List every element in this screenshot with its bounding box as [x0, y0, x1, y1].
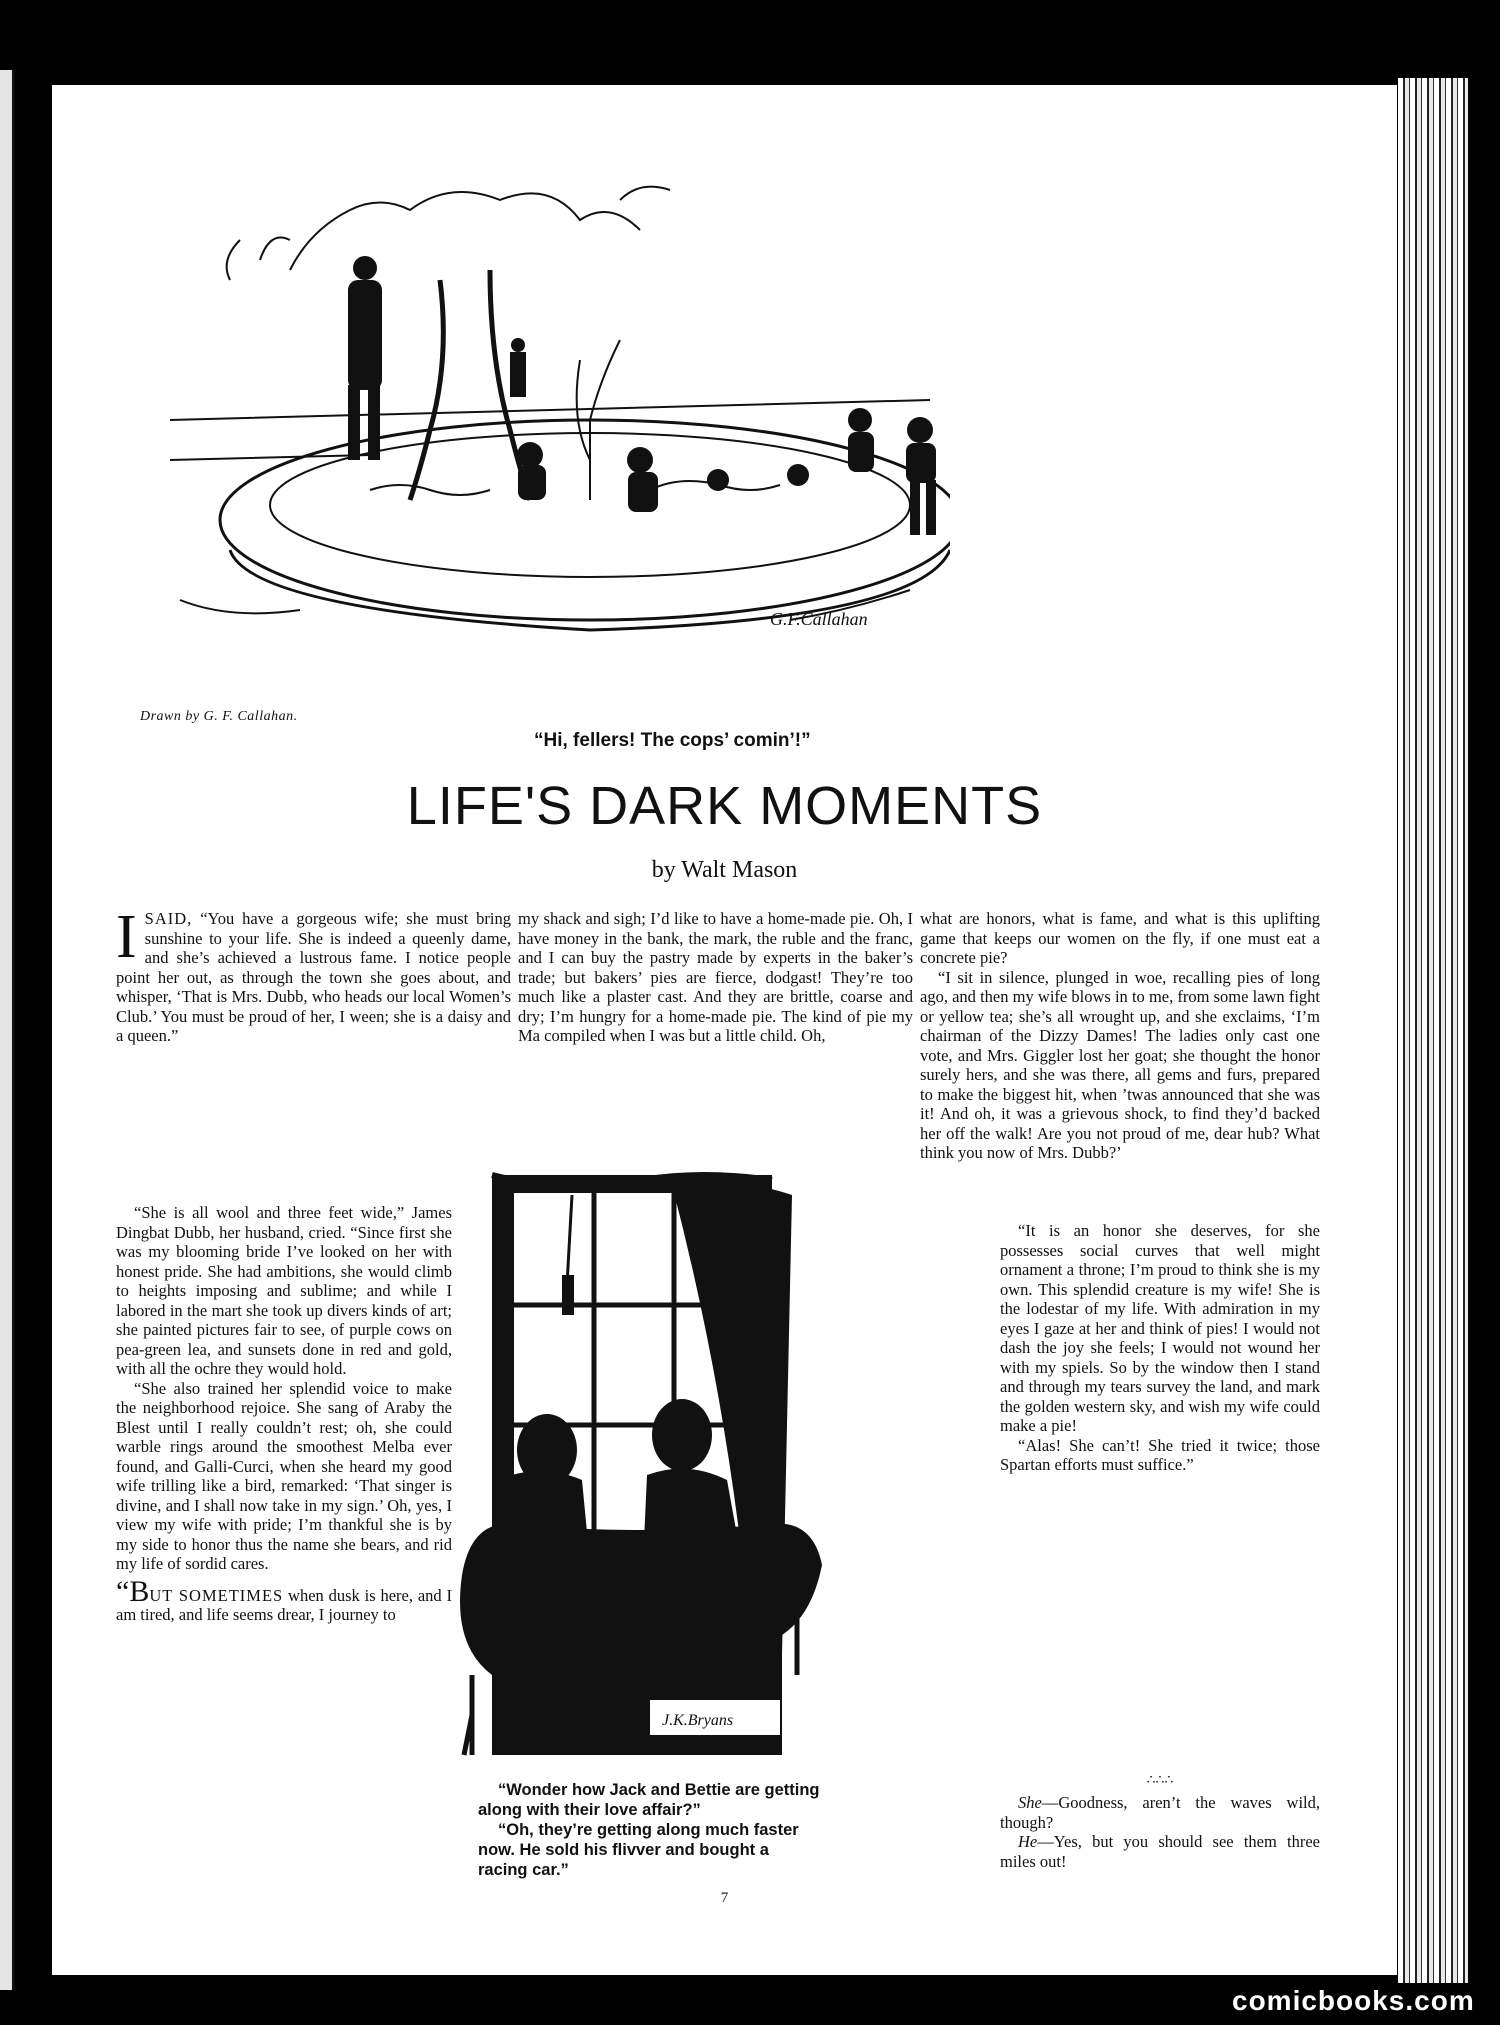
illustration-credit: Drawn by G. F. Callahan.	[140, 709, 298, 724]
joke-she-line: —Goodness, aren’t the waves wild, though?	[1000, 1793, 1320, 1832]
paragraph-col3-1: what are honors, what is fame, and what is this uplifting game that keeps our women on the fly, if one must eat a concrete pie?	[920, 909, 1320, 967]
paragraph-col3-2: “I sit in silence, plunged in woe, recalling pies of long ago, and then my wife blows in to me, from some lawn fight or yellow tea; she’s all wrought up, and she exclaims, ‘I’m chairman of the Dizzy Dames! The ladies only cast one vote, and Mrs. Giggler lost her goat; she thought the honor surely hers, and she was there, all gems and furs, prepared to make the biggest hit, when ’twas announced that she was it! And oh, it was a grievous shock, to find they’d backed her off the walk! Are you not proud of me, dear hub? What think you now of Mrs. Dubb?’	[920, 967, 1320, 1162]
silhouette-caption-line-1: “Wonder how Jack and Bettie are getting along with their love affair?”	[478, 1781, 820, 1819]
paragraph-1: “You have a gorgeous wife; she must bring sunshine to your life. She is indeed a queenly dame, and she’s achieved a lustrous fame. I notice people point her out, as through the town she goes about, and whisper, ‘That is Mrs. Dubb, who heads our local Women’s Club.’ You must be proud of her, I ween; she is a daisy and a queen.”	[116, 909, 511, 1045]
joke-block	[1000, 1793, 1320, 1871]
lead-in: SAID,	[144, 909, 193, 928]
article-column-1-bottom	[116, 1203, 452, 1768]
magazine-page	[52, 85, 1397, 1975]
paragraph-3: “She also trained her splendid voice to make the neighborhood rejoice. She sang of Araby the Blest until I really couldn’t rest; oh, she could warble rings around the smoothest Melba ever found, and Galli-Curci, when she heard my good wife trilling like a bird, remarked: ‘That singer is divine, and I shall now take in my sign.’ Oh, yes, I view my wife with pride; I’m thankful she is by my side to honor thus the name she bears, and rid my life of sordid cares.	[116, 1378, 452, 1573]
article-byline: by Walt Mason	[651, 857, 798, 883]
article-column-3-bottom	[1000, 1221, 1320, 1756]
article-column-3-top	[920, 909, 1320, 1219]
page-number: 7	[720, 1890, 729, 1906]
drop-cap: I	[116, 909, 137, 971]
lead-in-2: UT SOMETIMES	[149, 1585, 284, 1605]
article-title: LIFE'S DARK MOMENTS	[406, 776, 1043, 836]
illustration-caption: “Hi, fellers! The cops’ comin’!”	[534, 730, 811, 751]
section-stars: ∴∴∴	[1146, 1773, 1174, 1788]
silhouette-illustration	[452, 1115, 832, 1775]
paragraph-2: “She is all wool and three feet wide,” James Dingbat Dubb, her husband, cried. “Since first she was my blooming bride I’ve looked on her with honest pride. She had ambitions, she would climb to heights imposing and sublime; and while I labored in the mart she took up divers kinds of art; she painted pictures fair to see, of purple cows on pea-green lea, and sunsets done in red and gold, with all the ochre they would hold.	[116, 1203, 452, 1378]
paragraph-col2: my shack and sigh; I’d like to have a home-made pie. Oh, I have money in the bank, the mark, the ruble and the franc, and I can buy the pastry made by experts in the baker’s trade; but bakers’ pies are fierce, dodgast! They’re too much like a plaster cast. And they are brittle, coarse and dry; I’m hungry for a home-made pie. The kind of pie my Ma compiled when I was but a little child. Oh,	[518, 909, 913, 1045]
book-page-edges	[1398, 78, 1468, 1983]
silhouette-signature: J.K.Bryans	[662, 1712, 734, 1729]
facing-page-edge	[0, 70, 15, 1990]
paragraph-4: when dusk is here, and I am tired, and life seems drear, I journey to	[116, 1585, 452, 1624]
silhouette-caption	[478, 1780, 823, 1880]
paragraph-col3-4: “Alas! She can’t! She tried it twice; those Spartan efforts must suffice.”	[1000, 1435, 1320, 1474]
silhouette-caption-line-2: “Oh, they’re getting along much faster now. He sold his flivver and bought a racing car.”	[478, 1821, 799, 1879]
site-watermark: comicbooks.com	[1232, 1985, 1475, 2016]
fountain-illustration	[170, 160, 950, 680]
joke-he-label: He	[1018, 1832, 1038, 1851]
drop-cap-b: “B	[116, 1574, 150, 1608]
illustrator-signature: G.F.Callahan	[770, 609, 868, 629]
joke-she-label: She	[1018, 1793, 1042, 1812]
joke-he-line: —Yes, but you should see them three miles out!	[1000, 1832, 1320, 1871]
paragraph-col3-3: “It is an honor she deserves, for she possesses social curves that well might ornament a throne; I’m proud to think she is my own. This splendid creature is my wife! She is the lodestar of my life. With admiration in my eyes I gaze at her and think of pies! I would not dash the joy she feels; I would not wound her with my spiels. So by the window then I stand and through my tears survey the land, and mark the golden western sky, and wish my wife could make a pie!	[1000, 1221, 1320, 1435]
